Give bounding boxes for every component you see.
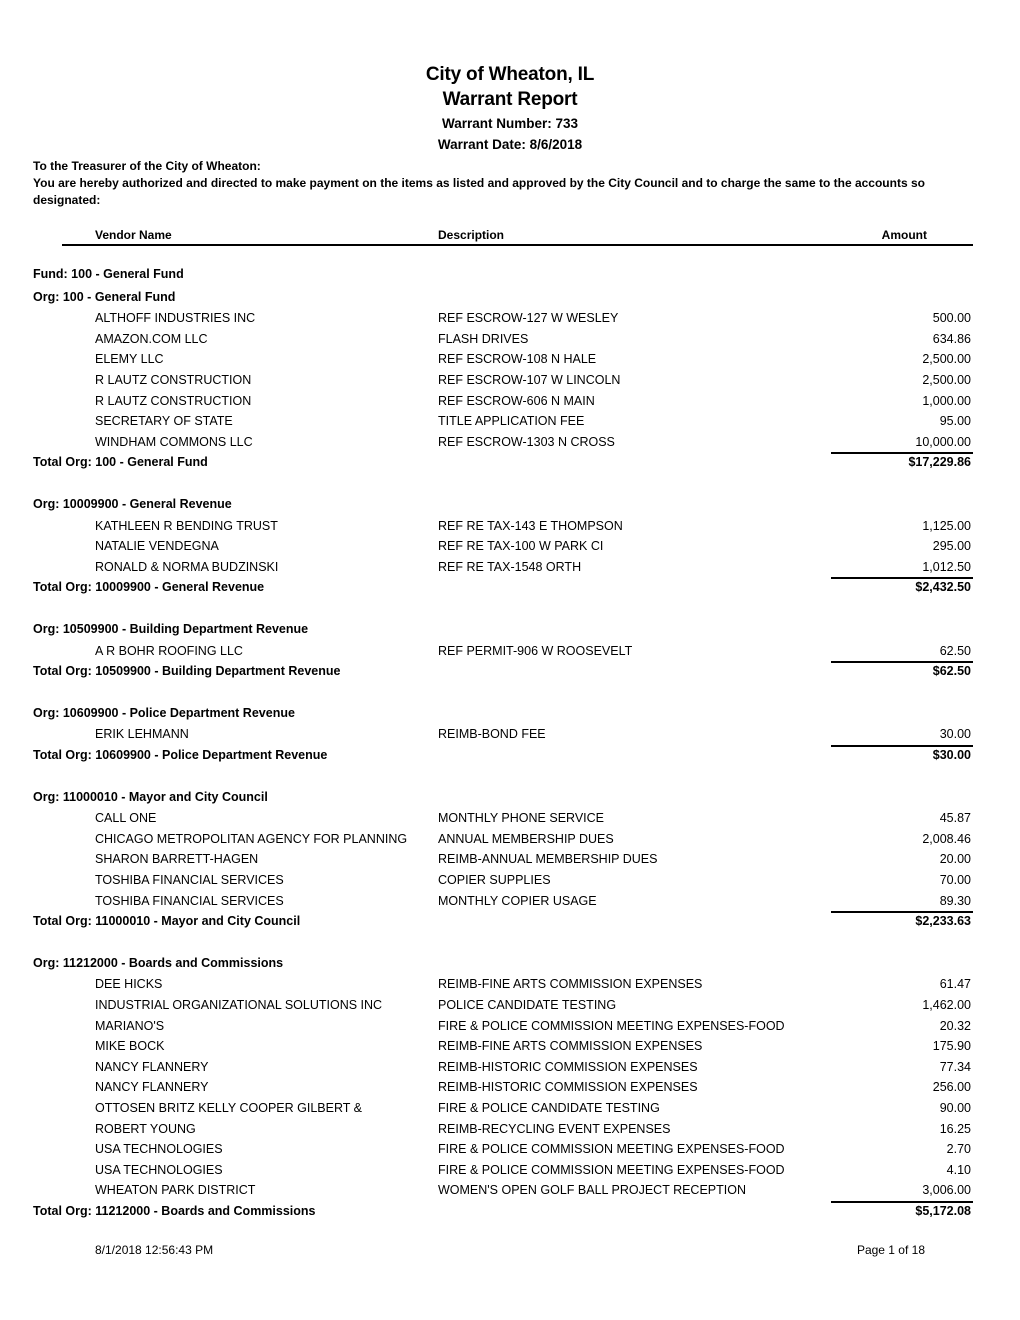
table-row xyxy=(0,1163,1020,1183)
table-row xyxy=(0,832,1020,852)
org-total-row xyxy=(0,914,1020,934)
footer-timestamp: 8/1/2018 12:56:43 PM xyxy=(95,1243,214,1257)
description: FIRE & POLICE COMMISSION MEETING EXPENSES-FOOD xyxy=(438,1142,785,1157)
vendor-name: USA TECHNOLOGIES xyxy=(95,1162,223,1177)
description: REF ESCROW-127 W WESLEY xyxy=(438,311,619,326)
org-total-amount: $2,432.50 xyxy=(915,580,971,595)
vendor-name: A R BOHR ROOFING LLC xyxy=(95,643,243,658)
vendor-name: TOSHIBA FINANCIAL SERVICES xyxy=(95,872,284,887)
warrant-number: Warrant Number: 733 xyxy=(441,116,579,131)
vendor-name: R LAUTZ CONSTRUCTION xyxy=(95,393,252,408)
description: REIMB-ANNUAL MEMBERSHIP DUES xyxy=(438,852,658,867)
description: MONTHLY COPIER USAGE xyxy=(438,893,597,908)
org-label: Org: 11212000 - Boards and Commissions xyxy=(33,955,284,970)
vendor-name: OTTOSEN BRITZ KELLY COOPER GILBERT & xyxy=(95,1100,362,1115)
org-total-row xyxy=(0,455,1020,475)
table-row xyxy=(0,1122,1020,1142)
amount: 2,008.46 xyxy=(922,831,971,846)
org-label: Org: 10509900 - Building Department Revenue xyxy=(33,621,309,636)
amount: 16.25 xyxy=(939,1121,971,1136)
city-name: City of Wheaton, IL xyxy=(425,64,595,85)
vendor-name: ELEMY LLC xyxy=(95,352,164,367)
vendor-name: SHARON BARRETT-HAGEN xyxy=(95,852,259,867)
amount: 20.00 xyxy=(939,852,971,867)
table-row xyxy=(0,1039,1020,1059)
column-header-amount: Amount xyxy=(881,228,927,242)
description: REIMB-FINE ARTS COMMISSION EXPENSES xyxy=(438,977,703,992)
amount: 90.00 xyxy=(939,1100,971,1115)
org-label: Org: 10609900 - Police Department Revenue xyxy=(33,705,295,720)
description: FIRE & POLICE CANDIDATE TESTING xyxy=(438,1100,660,1115)
amount: 62.50 xyxy=(939,643,971,658)
org-total-row xyxy=(0,664,1020,684)
amount: 2.70 xyxy=(946,1142,971,1157)
amount: 20.32 xyxy=(939,1018,971,1033)
vendor-name: WINDHAM COMMONS LLC xyxy=(95,434,253,449)
description: REF RE TAX-100 W PARK CI xyxy=(438,539,604,554)
vendor-name: NATALIE VENDEGNA xyxy=(95,539,219,554)
table-row xyxy=(0,1060,1020,1080)
vendor-name: DEE HICKS xyxy=(95,977,163,992)
report-title: Warrant Report xyxy=(442,89,578,110)
amount: 175.90 xyxy=(932,1039,971,1054)
subtotal-divider xyxy=(831,745,973,747)
vendor-name: NANCY FLANNERY xyxy=(95,1080,209,1095)
description: REF RE TAX-1548 ORTH xyxy=(438,559,582,574)
description: MONTHLY PHONE SERVICE xyxy=(438,811,605,826)
table-row xyxy=(0,977,1020,997)
amount: 4.10 xyxy=(946,1162,971,1177)
vendor-name: USA TECHNOLOGIES xyxy=(95,1142,223,1157)
description: COPIER SUPPLIES xyxy=(438,872,551,887)
table-row xyxy=(0,332,1020,352)
table-row xyxy=(0,852,1020,872)
org-total-amount: $17,229.86 xyxy=(908,455,971,470)
amount: 1,012.50 xyxy=(922,559,971,574)
org-heading xyxy=(0,622,1020,642)
amount: 500.00 xyxy=(932,311,971,326)
intro-salutation: To the Treasurer of the City of Wheaton: xyxy=(33,159,261,173)
description: REIMB-FINE ARTS COMMISSION EXPENSES xyxy=(438,1039,703,1054)
description: FLASH DRIVES xyxy=(438,331,529,346)
table-row xyxy=(0,1101,1020,1121)
amount: 1,462.00 xyxy=(922,997,971,1012)
amount: 634.86 xyxy=(932,331,971,346)
amount: 1,000.00 xyxy=(922,393,971,408)
fund-label: Fund: 100 - General Fund xyxy=(33,267,184,281)
org-heading xyxy=(0,956,1020,976)
org-label: Org: 11000010 - Mayor and City Council xyxy=(33,789,268,804)
org-label: Org: 10009900 - General Revenue xyxy=(33,496,232,511)
subtotal-divider xyxy=(831,452,973,454)
amount: 45.87 xyxy=(939,811,971,826)
footer-page-number: Page 1 of 18 xyxy=(856,1243,925,1257)
table-row xyxy=(0,998,1020,1018)
amount: 2,500.00 xyxy=(922,372,971,387)
subtotal-divider xyxy=(831,577,973,579)
vendor-name: MIKE BOCK xyxy=(95,1039,165,1054)
org-total-amount: $2,233.63 xyxy=(915,914,971,929)
vendor-name: NANCY FLANNERY xyxy=(95,1059,209,1074)
warrant-date: Warrant Date: 8/6/2018 xyxy=(437,137,583,152)
amount: 10,000.00 xyxy=(915,434,971,449)
description: REF ESCROW-606 N MAIN xyxy=(438,393,595,408)
org-total-label: Total Org: 100 - General Fund xyxy=(33,455,208,470)
org-total-amount: $5,172.08 xyxy=(915,1203,971,1218)
description: FIRE & POLICE COMMISSION MEETING EXPENSES-FOOD xyxy=(438,1018,785,1033)
table-row xyxy=(0,352,1020,372)
description: REF ESCROW-1303 N CROSS xyxy=(438,434,615,449)
amount: 2,500.00 xyxy=(922,352,971,367)
vendor-name: KATHLEEN R BENDING TRUST xyxy=(95,518,278,533)
amount: 70.00 xyxy=(939,872,971,887)
amount: 256.00 xyxy=(932,1080,971,1095)
vendor-name: ALTHOFF INDUSTRIES INC xyxy=(95,311,256,326)
description: REIMB-HISTORIC COMMISSION EXPENSES xyxy=(438,1080,698,1095)
subtotal-divider xyxy=(831,911,973,913)
org-total-row xyxy=(0,1204,1020,1224)
description: WOMEN'S OPEN GOLF BALL PROJECT RECEPTION xyxy=(438,1183,746,1198)
description: FIRE & POLICE COMMISSION MEETING EXPENSES-FOOD xyxy=(438,1162,785,1177)
column-header-vendor: Vendor Name xyxy=(95,228,172,242)
table-row xyxy=(0,414,1020,434)
amount: 30.00 xyxy=(939,727,971,742)
org-total-amount: $62.50 xyxy=(932,664,971,679)
org-total-label: Total Org: 10609900 - Police Department Revenue xyxy=(33,747,328,762)
amount: 1,125.00 xyxy=(922,518,971,533)
vendor-name: AMAZON.COM LLC xyxy=(95,331,208,346)
table-row xyxy=(0,519,1020,539)
table-row xyxy=(0,373,1020,393)
org-heading xyxy=(0,706,1020,726)
table-row xyxy=(0,1142,1020,1162)
description: REF ESCROW-107 W LINCOLN xyxy=(438,372,621,387)
description: REF RE TAX-143 E THOMPSON xyxy=(438,518,623,533)
intro-authorization: You are hereby authorized and directed to make payment on the items as listed and approved by the City Council and to charge the same to the accounts so designated: xyxy=(33,176,925,207)
amount: 95.00 xyxy=(939,414,971,429)
vendor-name: CALL ONE xyxy=(95,811,157,826)
amount: 89.30 xyxy=(939,893,971,908)
description: REF PERMIT-906 W ROOSEVELT xyxy=(438,643,633,658)
org-heading xyxy=(0,497,1020,517)
description: POLICE CANDIDATE TESTING xyxy=(438,997,617,1012)
org-total-label: Total Org: 10009900 - General Revenue xyxy=(33,580,265,595)
vendor-name: MARIANO'S xyxy=(95,1018,165,1033)
org-total-amount: $30.00 xyxy=(932,747,971,762)
org-total-row xyxy=(0,580,1020,600)
vendor-name: TOSHIBA FINANCIAL SERVICES xyxy=(95,893,284,908)
amount: 61.47 xyxy=(939,977,971,992)
table-row xyxy=(0,394,1020,414)
column-header-description: Description xyxy=(438,228,505,242)
vendor-name: WHEATON PARK DISTRICT xyxy=(95,1183,256,1198)
org-heading xyxy=(0,290,1020,310)
description: REF ESCROW-108 N HALE xyxy=(438,352,597,367)
amount: 295.00 xyxy=(932,539,971,554)
vendor-name: CHICAGO METROPOLITAN AGENCY FOR PLANNING xyxy=(95,831,408,846)
description: TITLE APPLICATION FEE xyxy=(438,414,585,429)
subtotal-divider xyxy=(831,661,973,663)
org-total-label: Total Org: 10509900 - Building Department Revenue xyxy=(33,664,341,679)
vendor-name: ROBERT YOUNG xyxy=(95,1121,196,1136)
org-heading xyxy=(0,790,1020,810)
description: REIMB-HISTORIC COMMISSION EXPENSES xyxy=(438,1059,698,1074)
header-divider xyxy=(62,244,973,246)
amount: 77.34 xyxy=(939,1059,971,1074)
subtotal-divider xyxy=(831,1201,973,1203)
table-row xyxy=(0,1080,1020,1100)
table-row xyxy=(0,539,1020,559)
vendor-name: RONALD & NORMA BUDZINSKI xyxy=(95,559,279,574)
vendor-name: SECRETARY OF STATE xyxy=(95,414,233,429)
org-label: Org: 100 - General Fund xyxy=(33,289,176,304)
vendor-name: INDUSTRIAL ORGANIZATIONAL SOLUTIONS INC xyxy=(95,997,383,1012)
description: REIMB-RECYCLING EVENT EXPENSES xyxy=(438,1121,671,1136)
vendor-name: R LAUTZ CONSTRUCTION xyxy=(95,372,252,387)
org-total-label: Total Org: 11212000 - Boards and Commissions xyxy=(33,1203,316,1218)
fund-heading xyxy=(0,267,1020,287)
table-row xyxy=(0,811,1020,831)
table-row xyxy=(0,1019,1020,1039)
table-row xyxy=(0,311,1020,331)
org-total-label: Total Org: 11000010 - Mayor and City Council xyxy=(33,914,301,929)
org-total-row xyxy=(0,748,1020,768)
description: ANNUAL MEMBERSHIP DUES xyxy=(438,831,614,846)
vendor-name: ERIK LEHMANN xyxy=(95,727,189,742)
table-row xyxy=(0,873,1020,893)
description: REIMB-BOND FEE xyxy=(438,727,546,742)
amount: 3,006.00 xyxy=(922,1183,971,1198)
